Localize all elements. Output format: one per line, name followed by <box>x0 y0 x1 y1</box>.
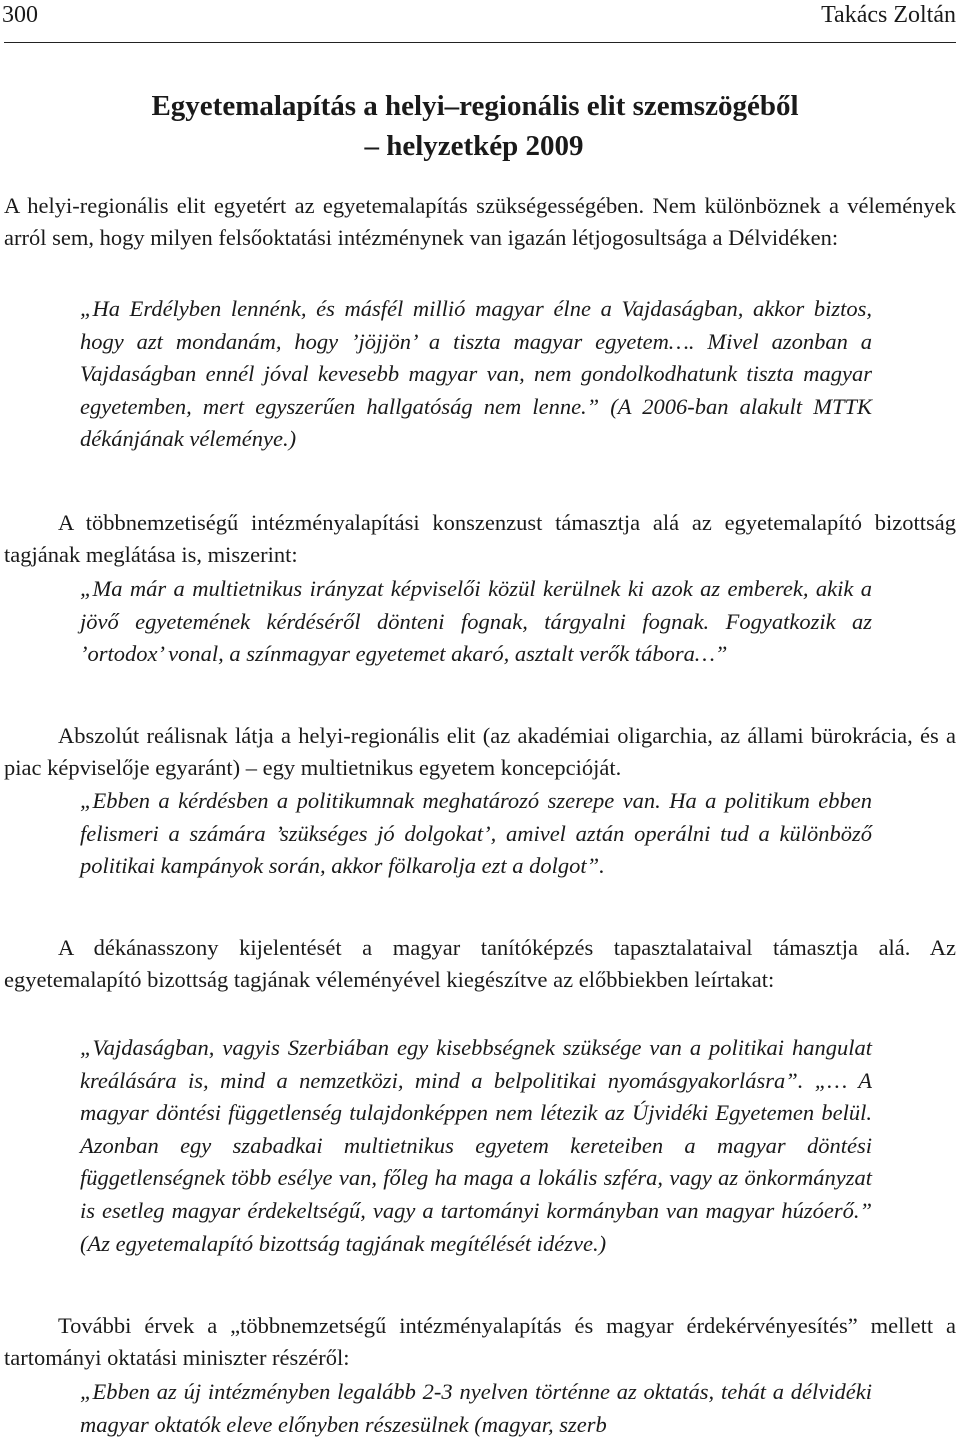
quote-5: „Ebben az új intézményben legalább 2-3 nyelven történne az oktatás, tehát a délvidéki magyar oktatók eleve előnyben részesülnek (magyar, szerb <box>80 1379 872 1437</box>
paragraph-2: A többnemzetiségű intézményalapítási konszenzust támasztja alá az egyetemalapító bizottság tagjának meglátása is, miszerint: <box>4 510 956 568</box>
quote-1: „Ha Erdélyben lennénk, és másfél millió magyar élne a Vajdaságban, akkor biztos, hogy azt mondanám, hogy ’jöjjön’ a tiszta magyar egyetem…. Mivel azonban a Vajdaságban ennél jóval kevesebb magyar van, nem gondolkodhatunk tiszta magyar egyetemben, mert egyszerűen hallgatóság nem lenne.” (A 2006-ban alakult MTTK dékánjának véleménye.) <box>80 296 872 452</box>
paragraph-4: A dékánasszony kijelentését a magyar tanítóképzés tapasztalataival támasztja alá. Az egyetemalapító bizottság tagjának véleményével kiegészítve az előbbiekben leírtakat: <box>4 935 956 993</box>
quote-2: „Ma már a multietnikus irányzat képviselői közül kerülnek ki azok az emberek, akik a jövő egyetemének kérdéséről dönteni fognak, tárgyalni fognak. Fogyatkozik az ’ortodox’ vonal, a színmagyar egyetemet akaró, asztalt verők tábora…” <box>80 576 872 667</box>
header-rule <box>4 42 956 43</box>
running-head-author: Takács Zoltán <box>821 2 956 28</box>
paragraph-5: További érvek a „többnemzetségű intézményalapítás és magyar érdekérvényesítés” mellett a tartományi oktatási miniszter részéről: <box>4 1313 956 1371</box>
quote-3: „Ebben a kérdésben a politikumnak meghatározó szerepe van. Ha a politikum ebben felismeri a számára ’szükséges jó dolgokat’, amivel aztán operálni tud a különböző politikai kampányok során, akkor fölkarolja ezt a dolgot”. <box>80 788 872 879</box>
section-title <box>0 86 960 166</box>
paragraph-3: Abszolút reálisnak látja a helyi-regionális elit (az akadémiai oligarchia, az állami bürokrácia, és a piac képviselője egyaránt) – egy multietnikus egyetem koncepcióját. <box>4 723 956 781</box>
paragraph-1: A helyi-regionális elit egyetért az egyetemalapítás szükségességében. Nem különböznek a vélemények arról sem, hogy milyen felsőoktatási intézménynek van igazán létjogosultsága a Délvidéken: <box>4 193 956 251</box>
section-title-line-1: Egyetemalapítás a helyi–regionális elit szemszögéből <box>151 90 799 122</box>
page-number: 300 <box>2 2 38 28</box>
quote-4: „Vajdaságban, vagyis Szerbiában egy kisebbségnek szüksége van a politikai hangulat kreálására is, mind a nemzetközi, mind a belpolitikai nyomásgyakorlásra”. „… A magyar döntési függetlenség tulajdonképpen nem létezik az Újvidéki Egyetemen belül. Azonban egy szabadkai multietnikus egyetem kereteiben a magyar döntési függetlenségnek több esélye van, főleg ha maga a lokális szféra, vagy az önkormányzat is esetleg magyar érdekeltségű, vagy a tartományi kormányban van magyar húzóerő.” (Az egyetemalapító bizottság tagjának megítélését idézve.) <box>80 1035 872 1256</box>
page-header <box>0 0 960 46</box>
section-title-line-2: – helyzetkép 2009 <box>364 130 584 162</box>
